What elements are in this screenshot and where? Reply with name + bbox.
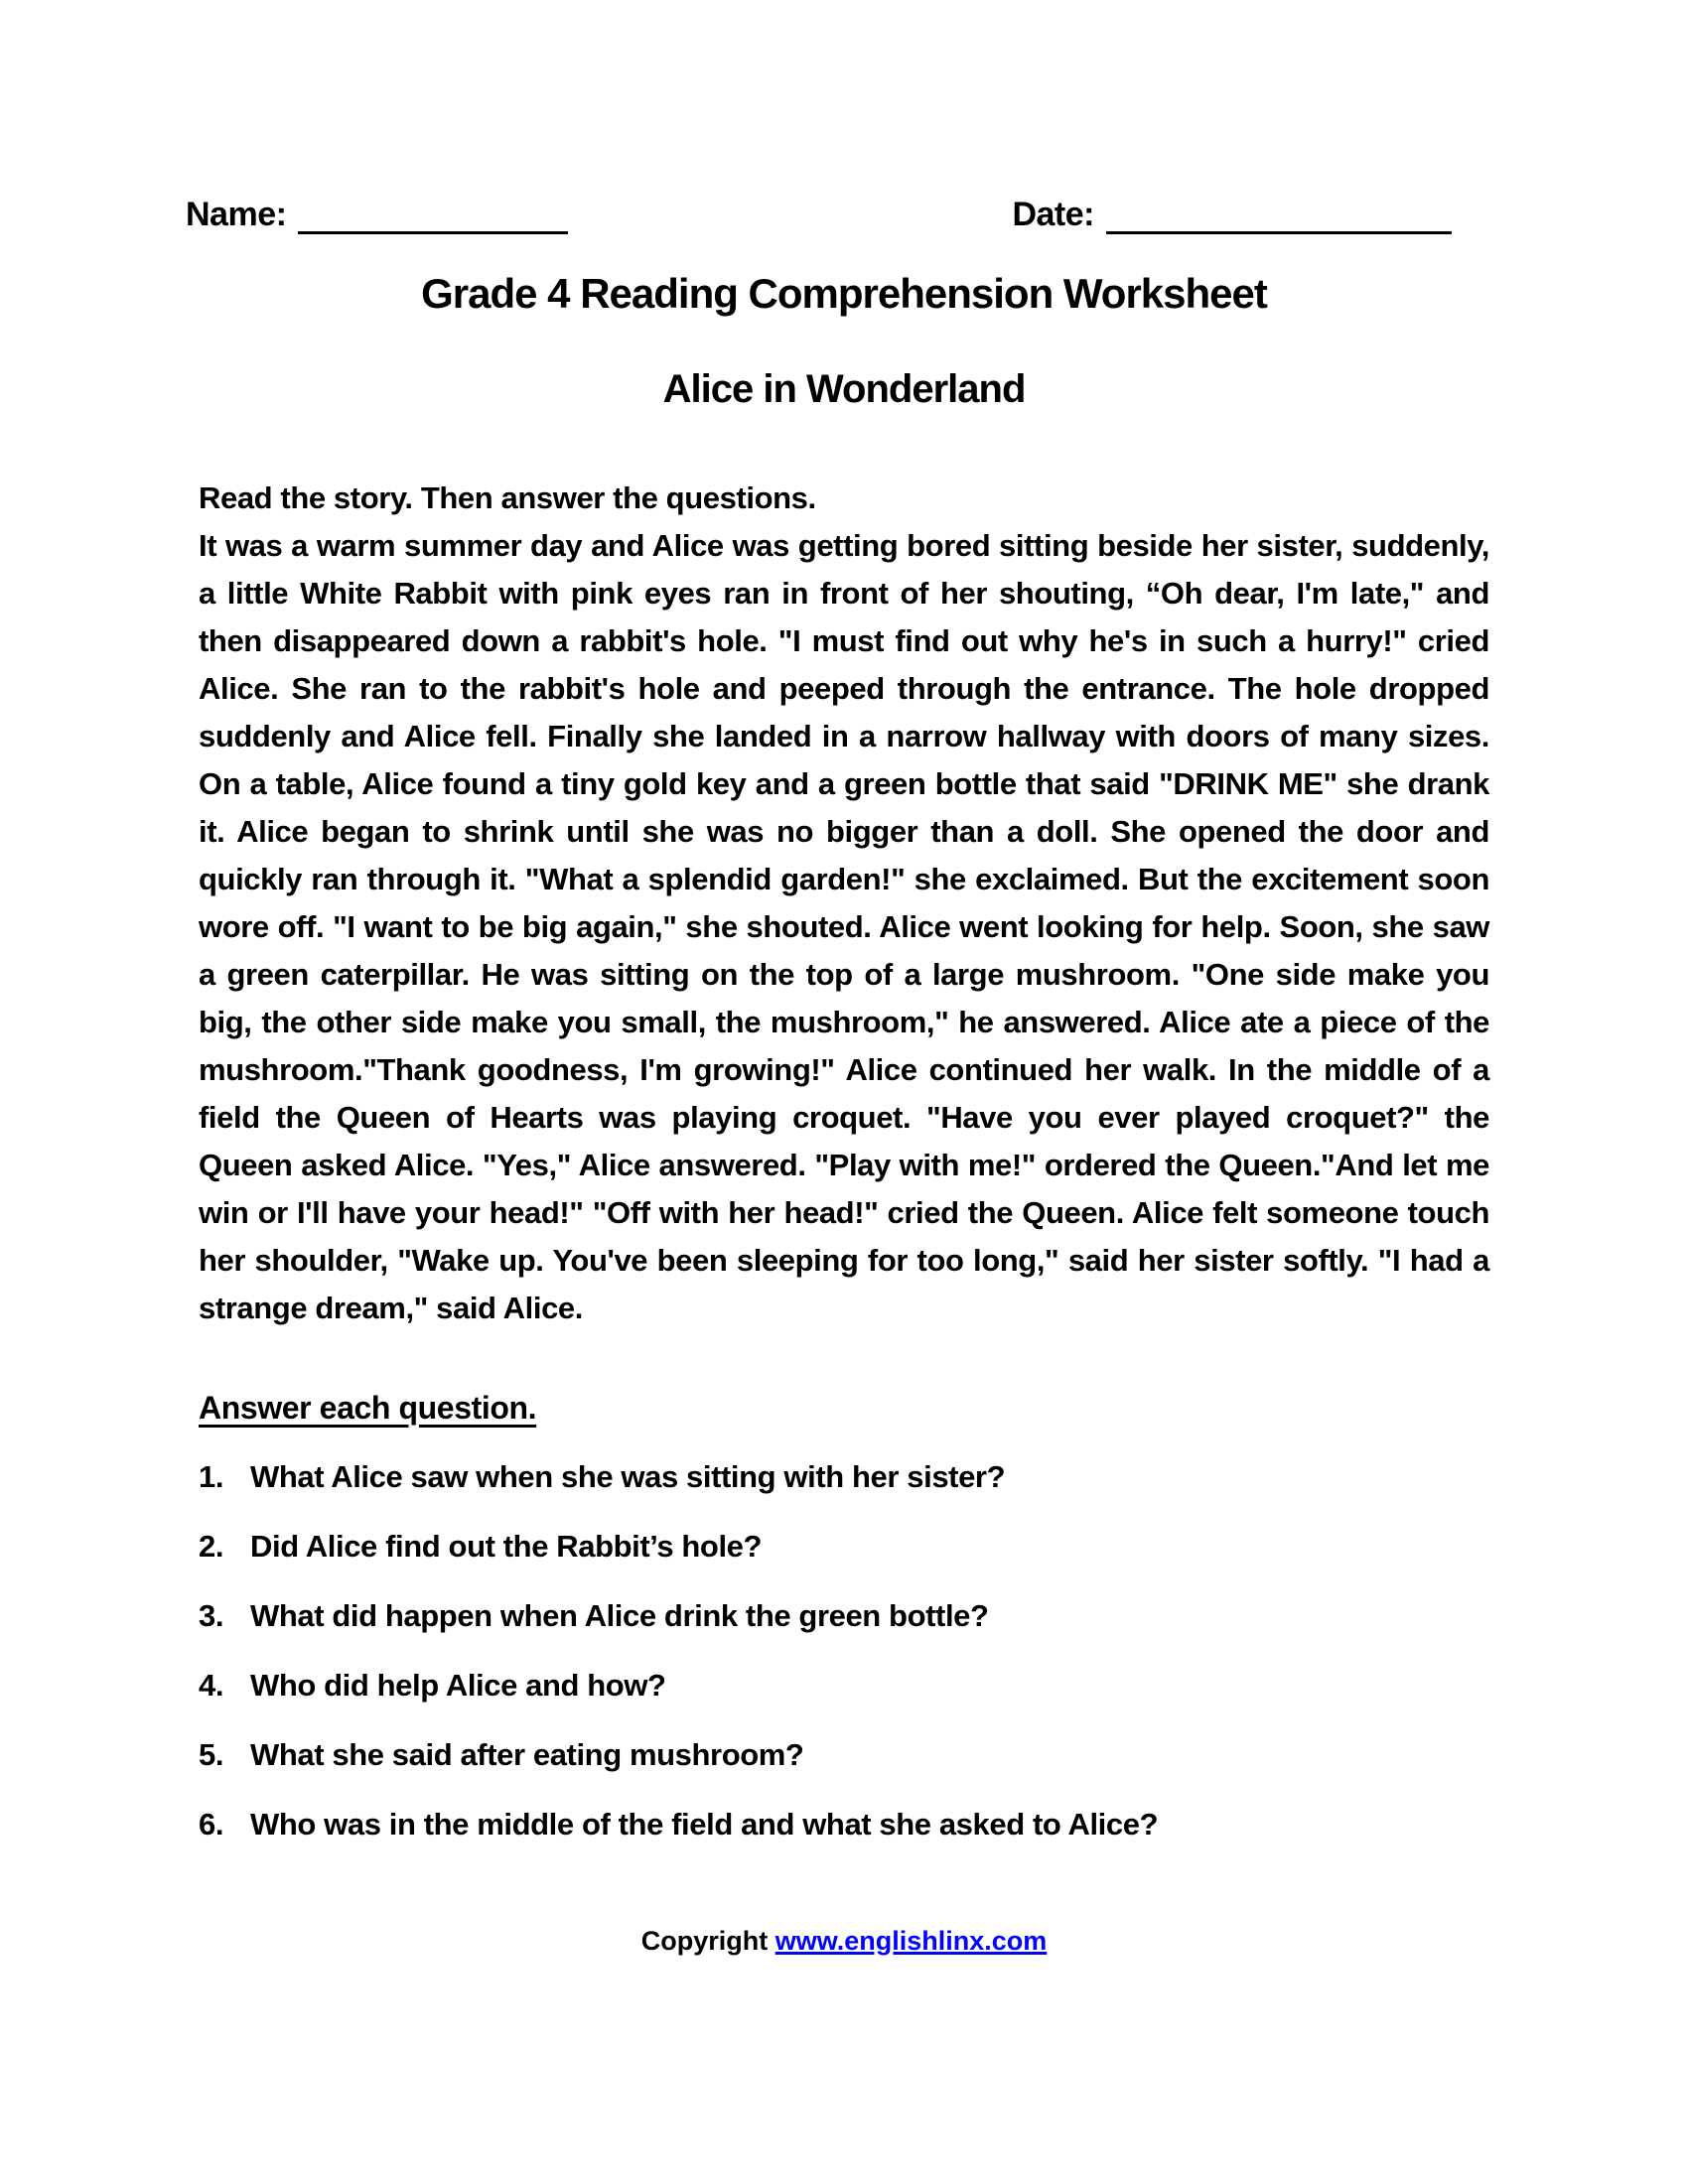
question-number: 6. [199,1807,224,1842]
questions-heading: Answer each question. [199,1390,537,1426]
question-text: What she said after eating mushroom? [250,1737,804,1772]
copyright-footer [0,1926,1688,1957]
name-blank-line [298,196,568,234]
copyright-label: Copyright [640,1926,769,1956]
questions-section [199,1332,1489,1848]
question-number: 3. [199,1598,224,1633]
date-field-group [1012,195,1452,234]
question-item-6 [199,1801,1489,1848]
name-label: Name: [186,196,287,233]
question-number: 1. [199,1459,224,1494]
question-item-3 [199,1592,1489,1640]
question-text: Did Alice find out the Rabbit’s hole? [250,1529,763,1564]
englishlinx-link[interactable]: www.englishlinx.com [774,1926,1048,1956]
question-text: Who was in the middle of the field and what she asked to Alice? [250,1807,1159,1842]
question-item-2 [199,1523,1489,1570]
question-item-4 [199,1662,1489,1709]
question-text: What did happen when Alice drink the green bottle? [250,1598,989,1633]
question-text: What Alice saw when she was sitting with her sister? [250,1459,1006,1494]
worksheet-content [199,475,1489,1848]
header-row [186,195,1452,234]
date-label: Date: [1012,196,1094,233]
instruction-text: Read the story. Then answer the questions. [199,480,816,515]
question-item-5 [199,1731,1489,1779]
question-number: 2. [199,1529,224,1564]
page-title: Grade 4 Reading Comprehension Worksheet [421,270,1267,317]
name-field-group [186,195,568,234]
question-text: Who did help Alice and how? [250,1668,666,1703]
question-item-1 [199,1453,1489,1501]
question-number: 5. [199,1737,224,1772]
story-paragraph: It was a warm summer day and Alice was getting bored sitting beside her sister, suddenly, a little White Rabbit with pink eyes ran in front of her shouting, “Oh dear, I'm late," and then disappeared down a rabbit's hole. "I must find out why he's in such a hurry!" cried Alice. She ran to the rabbit's hole and peeped through the entrance. The hole dropped suddenly and Alice fell. Finally she landed in a narrow hallway with doors of many sizes. On a table, Alice found a tiny gold key and a green bottle that said "DRINK ME" she drank it. Alice began to shrink until she was no bigger than a doll. She opened the door and quickly ran through it. "What a splendid garden!" she exclaimed. But the excitement soon wore off. "I want to be big again," she shouted. Alice went looking for help. Soon, she saw a green caterpillar. He was sitting on the top of a large mushroom. "One side make you big, the other side make you small, the mushroom," he answered. Alice ate a piece of the mushroom."Thank goodness, I'm growing!" Alice continued her walk. In the middle of a field the Queen of Hearts was playing croquet. "Have you ever played croquet?" the Queen asked Alice. "Yes," Alice answered. "Play with me!" ordered the Queen."And let me win or I'll have your head!" "Off with her head!" cried the Queen. Alice felt someone touch her shoulder, "Wake up. You've been sleeping for too long," said her sister softly. "I had a strange dream," said Alice. [199,528,1489,1325]
story-title: Alice in Wonderland [662,367,1026,411]
question-number: 4. [199,1668,224,1703]
date-blank-line [1106,196,1452,234]
questions-list [199,1453,1489,1848]
